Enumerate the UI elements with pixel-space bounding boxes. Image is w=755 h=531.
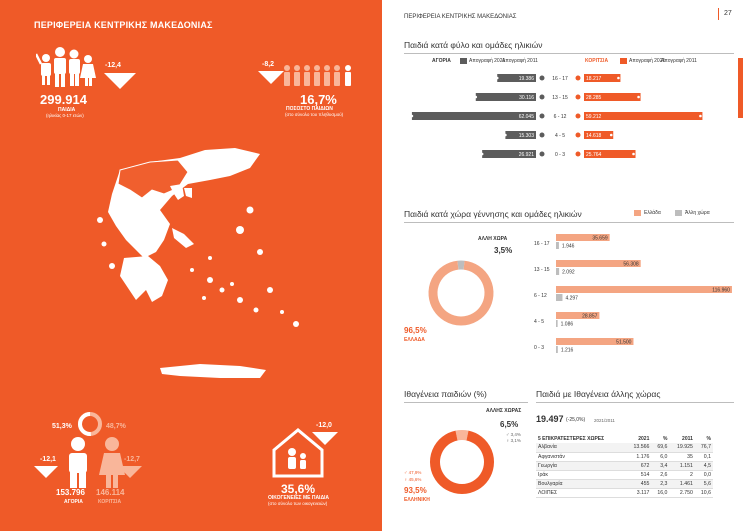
greek-boys: ♂ 47,9%	[404, 470, 422, 475]
foreign-kids-table	[536, 434, 713, 498]
age-group-label: 0 - 3	[554, 152, 566, 158]
boys-2011-marker	[496, 77, 499, 80]
other-bar-label: 1.946	[561, 243, 575, 250]
table-row	[536, 488, 713, 497]
map-euboea	[172, 228, 194, 248]
age-group-label: 4 - 5	[534, 319, 545, 325]
age-group-label: 16 - 17	[534, 241, 550, 247]
boys-legend-label: ΑΓΟΡΙΑ	[432, 58, 451, 64]
cell-2011: 1.151	[669, 461, 694, 470]
cell-pct-2021: 69,6	[651, 443, 669, 452]
greece-bar-label: 35.659	[592, 235, 608, 242]
girls-2021-label: Απογραφή 2021	[629, 58, 666, 64]
greece-legend-label: Ελλάδα	[644, 210, 661, 216]
greek-girls: ♀ 45,6%	[404, 477, 422, 482]
birth-country-bars	[534, 228, 734, 354]
girls-2011-marker	[637, 96, 640, 99]
sex-age-title: Παιδιά κατά φύλο και ομάδες ηλικιών	[404, 40, 543, 50]
boys-2011-marker	[504, 134, 507, 137]
boys-bar-label: 62.045	[518, 114, 534, 120]
map-peloponnese	[120, 256, 168, 302]
cell-country: Γεωργία	[536, 461, 626, 470]
rule	[404, 402, 528, 403]
sex-age-chart	[404, 70, 734, 170]
families-change: -12,0	[316, 422, 332, 429]
boys-change-triangle	[34, 466, 58, 478]
boys-total: 153.796	[56, 488, 85, 497]
other-bar-label: 2.092	[562, 269, 575, 276]
cell-pct-2011: 0,0	[695, 470, 713, 479]
girls-bar-label: 25.764	[586, 152, 602, 158]
age-group-label: 6 - 12	[553, 114, 567, 120]
header-divider	[718, 8, 719, 20]
cell-pct-2011: 4,5	[695, 461, 713, 470]
girls-change: -12,7	[124, 456, 140, 463]
cell-pct-2021: 2,6	[651, 470, 669, 479]
girls-2011-label: Απογραφή 2011	[661, 58, 697, 64]
boys-2021-label: Απογραφή 2021	[469, 58, 506, 64]
age-group-label: 13 - 15	[534, 267, 550, 273]
foreign-pct: 6,5%	[500, 420, 519, 429]
col-header-country: 5 ΕΠΙΚΡΑΤΕΣΤΕΡΕΣ ΧΩΡΕΣ	[538, 435, 605, 442]
age-group-label: 6 - 12	[534, 293, 547, 299]
children-sub: (ηλικίας 0-17 ετών)	[46, 113, 84, 118]
col-header-pct-2011: %	[706, 435, 711, 442]
other-bar-label: 1.086	[560, 321, 574, 328]
other-bar	[556, 320, 558, 327]
greece-bar	[556, 286, 732, 293]
foreign-kids-total: 19.497	[536, 414, 564, 424]
cell-2021: 514	[626, 470, 651, 479]
share-label: ΠΟΣΟΣΤΟ ΠΑΙΔΙΩΝ	[286, 106, 333, 112]
boys-change: -12,1	[40, 456, 56, 463]
other-bar-label: 4.297	[565, 295, 578, 302]
cell-pct-2021: 6,0	[651, 452, 669, 461]
children-total: 299.914	[40, 92, 87, 107]
greece-pct: 96,5%	[404, 326, 427, 335]
cell-pct-2011: 76,7	[695, 443, 713, 452]
cell-pct-2011: 5,6	[695, 479, 713, 488]
families-label: ΟΙΚΟΓΕΝΕΙΕΣ ΜΕ ΠΑΙΔΙΑ	[268, 495, 330, 501]
girl-mini-icon	[576, 114, 581, 119]
sex-ring-chart	[76, 410, 104, 438]
birth-country-title: Παιδιά κατά χώρα γέννησης και ομάδες ηλικιών	[404, 209, 582, 219]
girls-2011-marker	[699, 115, 702, 118]
page-number: 27	[724, 10, 732, 17]
table-row	[536, 461, 713, 470]
other-bar	[556, 294, 562, 301]
girl-mini-icon	[576, 95, 581, 100]
girls-2021-swatch	[620, 58, 627, 64]
table-row	[536, 452, 713, 461]
cell-pct-2021: 3,4	[651, 461, 669, 470]
greece-bar-label: 56.308	[623, 261, 639, 268]
cell-pct-2011: 10,6	[695, 488, 713, 497]
map-crete	[160, 364, 266, 378]
girl-mini-icon	[576, 152, 581, 157]
foreign-kids-change: (-25,0%)	[566, 417, 586, 423]
side-tab	[738, 58, 743, 118]
donut-slice	[435, 436, 489, 489]
cell-country: ΛΟΙΠΕΣ	[536, 488, 626, 497]
donut-slice	[457, 435, 468, 436]
region-title: ΠΕΡΙΦΕΡΕΙΑ ΚΕΝΤΡΙΚΗΣ ΜΑΚΕΔΟΝΙΑΣ	[34, 20, 213, 30]
boy-icon	[69, 437, 87, 488]
other-bar	[556, 346, 558, 353]
boy-mini-icon	[540, 95, 545, 100]
other-swatch	[675, 210, 682, 216]
girls-legend-label: ΚΟΡΙΤΣΙΑ	[585, 58, 609, 64]
girl-icon	[99, 437, 125, 488]
greece-bar-label: 51.500	[616, 339, 632, 346]
girls-pct: 48,7%	[106, 423, 126, 430]
boys-2011-marker	[411, 115, 414, 118]
boys-bar-label: 30.116	[519, 95, 534, 101]
greece-bar-label: 28.857	[582, 313, 598, 320]
cell-pct-2021: 2,3	[651, 479, 669, 488]
age-group-label: 0 - 3	[534, 345, 545, 351]
boys-ring-slice	[80, 414, 91, 434]
rule	[404, 53, 734, 54]
boys-2011-label: Απογραφή 2011	[502, 58, 538, 64]
page-header: ΠΕΡΙΦΕΡΕΙΑ ΚΕΝΤΡΙΚΗΣ ΜΑΚΕΔΟΝΙΑΣ	[404, 14, 517, 20]
greece-label: ΕΛΛΑΔΑ	[404, 337, 425, 343]
boy-mini-icon	[540, 76, 545, 81]
cell-2011: 2	[669, 470, 694, 479]
other-bar-label: 1.216	[560, 347, 574, 354]
girls-2011-marker	[632, 153, 635, 156]
rule	[536, 402, 734, 403]
girls-2011-marker	[610, 134, 613, 137]
boys-bar-label: 19.386	[518, 76, 534, 82]
boys-2021-swatch	[460, 58, 467, 64]
greece-map	[60, 140, 360, 400]
girl-mini-icon	[576, 76, 581, 81]
boy-mini-icon	[540, 114, 545, 119]
cell-country: Ιράκ	[536, 470, 626, 479]
cell-2011: 2.750	[669, 488, 694, 497]
cell-2021: 1.176	[626, 452, 651, 461]
cell-2021: 3.117	[626, 488, 651, 497]
share-change: -8,2	[262, 61, 275, 68]
population-row-icon	[282, 64, 356, 90]
greece-swatch	[634, 210, 641, 216]
families-pct: 35,6%	[281, 482, 316, 496]
cell-2021: 672	[626, 461, 651, 470]
greece-bar-label: 116.960	[712, 287, 730, 294]
girl-mini-icon	[576, 133, 581, 138]
girls-change-triangle	[118, 466, 142, 478]
right-page	[382, 0, 755, 531]
foreign-kids-period: 2021/2011	[594, 418, 615, 423]
col-header-2021: 2021	[638, 435, 650, 442]
cell-2011: 1.461	[669, 479, 694, 488]
girls-bar-label: 18.217	[586, 76, 602, 82]
table-row	[536, 479, 713, 488]
other-country-label: ΑΛΛΗ ΧΩΡΑ	[478, 236, 508, 242]
cell-country: Αλβανία	[536, 443, 626, 452]
girls-bar-label: 59.212	[586, 114, 602, 120]
citizenship-title: Ιθαγένεια παιδιών (%)	[404, 389, 487, 399]
table-header-row	[536, 434, 713, 443]
other-country-pct: 3,5%	[494, 246, 513, 255]
col-header-pct-2021: %	[662, 435, 668, 442]
other-bar	[556, 242, 559, 249]
donut-slice	[433, 265, 489, 321]
boys-bar	[412, 112, 536, 120]
boys-bar-label: 26.921	[518, 152, 534, 158]
foreign-boys: ♂ 3,4%	[506, 432, 521, 437]
cell-pct-2021: 16,0	[651, 488, 669, 497]
boy-mini-icon	[540, 152, 545, 157]
table-row	[536, 443, 713, 452]
children-group-icon	[36, 42, 98, 88]
table-row	[536, 470, 713, 479]
foreign-kids-table-wrap	[536, 434, 713, 498]
map-chalkidiki	[170, 184, 192, 200]
boys-bar-label: 15.303	[518, 133, 534, 139]
col-header-2011: 2011	[682, 435, 693, 442]
girls-bar-label: 28.285	[586, 95, 602, 101]
girls-total: 146.114	[96, 488, 125, 497]
girls-bar-label: 14.618	[586, 133, 602, 139]
families-change-triangle	[312, 432, 338, 445]
age-group-label: 4 - 5	[554, 133, 566, 139]
cell-2021: 455	[626, 479, 651, 488]
cell-pct-2011: 0,1	[695, 452, 713, 461]
other-legend-label: Άλλη χώρα	[685, 210, 710, 216]
girls-2011-marker	[617, 77, 620, 80]
foreign-girls: ♀ 3,1%	[506, 438, 521, 443]
children-change: -12,4	[105, 62, 121, 69]
boys-label: ΑΓΟΡΙΑ	[64, 499, 83, 505]
share-change-triangle	[258, 71, 284, 84]
share-sub: (στο σύνολο του πληθυσμού)	[285, 112, 344, 117]
age-group-label: 16 - 17	[552, 76, 568, 82]
boys-pct: 51,3%	[52, 423, 72, 430]
boys-2011-marker	[481, 153, 484, 156]
change-triangle	[104, 73, 136, 89]
cell-country: Βουλγαρία	[536, 479, 626, 488]
boy-mini-icon	[540, 133, 545, 138]
greek-pct: 93,5%	[404, 486, 427, 495]
cell-country: Αφγανιστάν	[536, 452, 626, 461]
families-sub: (στο σύνολο των οικογενειών)	[268, 501, 328, 506]
cell-2011: 19.925	[669, 443, 694, 452]
greek-label: ΕΛΛΗΝΙΚΗ	[404, 497, 430, 503]
age-group-label: 13 - 15	[552, 95, 568, 101]
girls-bar	[584, 112, 702, 120]
cell-2011: 35	[669, 452, 694, 461]
rule	[404, 222, 734, 223]
foreign-kids-title: Παιδιά με Ιθαγένεια άλλης χώρας	[536, 389, 661, 399]
foreign-label: ΑΛΛΗΣ ΧΩΡΑΣ	[486, 408, 522, 414]
birth-country-donut	[424, 256, 498, 330]
boys-2011-marker	[474, 96, 477, 99]
cell-2021: 13.566	[626, 443, 651, 452]
share-pct: 16,7%	[300, 92, 337, 107]
girls-label: ΚΟΡΙΤΣΙΑ	[98, 499, 122, 505]
children-label: ΠΑΙΔΙΑ	[58, 107, 76, 113]
citizenship-donut	[426, 426, 498, 498]
other-bar	[556, 268, 559, 275]
